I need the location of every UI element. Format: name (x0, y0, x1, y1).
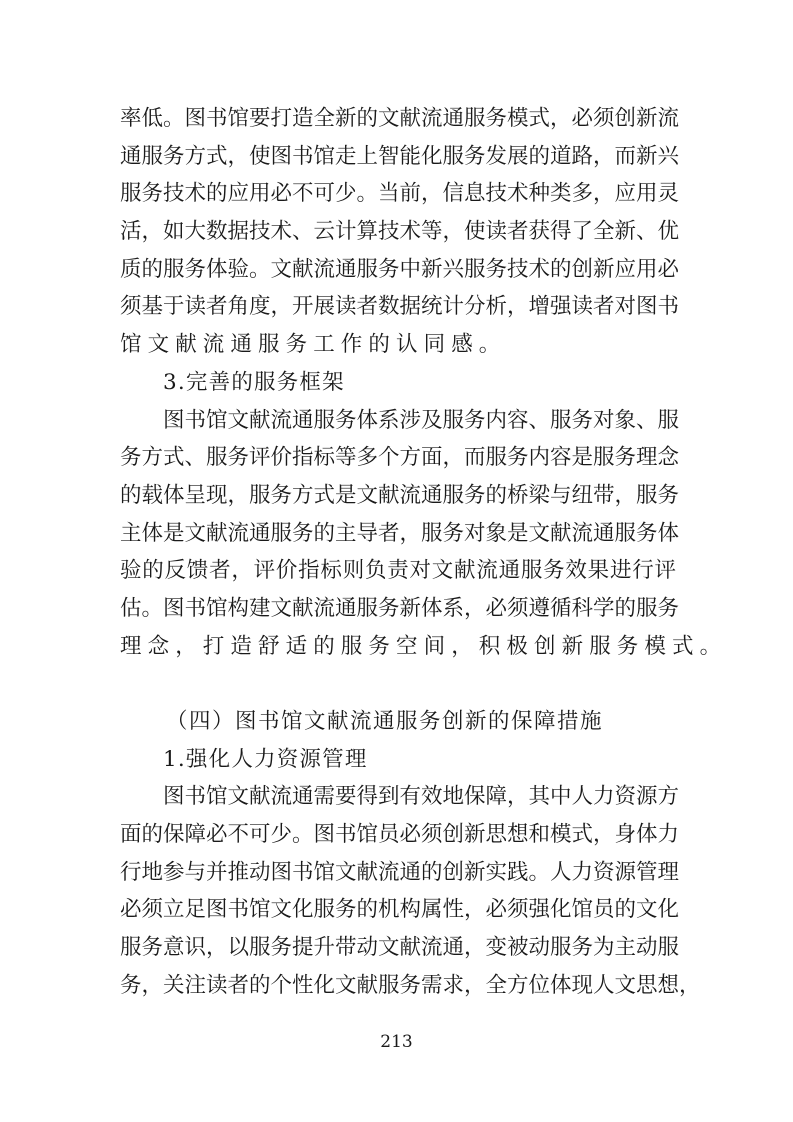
text-line: 估。图书馆构建文献流通服务新体系，必须遵循科学的服务 (120, 595, 680, 621)
section-heading: （四）图书馆文献流通服务创新的保障措施 (166, 709, 604, 734)
page-number: 213 (380, 1032, 413, 1052)
text-line: 服务意识，以服务提升带动文献流通，变被动服务为主动服 (120, 935, 680, 961)
text-line: 须基于读者角度，开展读者数据统计分析，增强读者对图书 (120, 294, 680, 320)
text-line: 率低。图书馆要打造全新的文献流通服务模式，必须创新流 (120, 106, 680, 131)
text-line: 服务技术的应用必不可少。当前，信息技术种类多，应用灵 (120, 181, 680, 207)
text-line: 质的服务体验。文献流通服务中新兴服务技术的创新应用必 (120, 256, 680, 282)
text-line: 主体是文献流通服务的主导者，服务对象是文献流通服务体 (120, 520, 680, 546)
subheading-service-framework: 3.完善的服务框架 (163, 369, 345, 395)
text-line: 活，如大数据技术、云计算技术等，使读者获得了全新、优 (120, 219, 680, 245)
paragraph-technology (120, 100, 680, 364)
text-line: 面的保障必不可少。图书馆员必须创新思想和模式，身体力 (120, 822, 680, 848)
text-line: 务方式、服务评价指标等多个方面，而服务内容是服务理念 (120, 445, 680, 471)
text-line: 的载体呈现，服务方式是文献流通服务的桥梁与纽带，服务 (120, 482, 680, 508)
subheading-human-resources: 1.强化人力资源管理 (163, 746, 368, 772)
text-line: 必须立足图书馆文化服务的机构属性，必须强化馆员的文化 (120, 897, 680, 923)
text-line: 行地参与并推动图书馆文献流通的创新实践。人力资源管理 (120, 859, 680, 885)
paragraph-human-resources (120, 778, 701, 1004)
text-line: 馆文献流通服务工作的认同感。 (120, 332, 507, 358)
text-line: 通服务方式，使图书馆走上智能化服务发展的道路，而新兴 (120, 143, 680, 169)
text-line: 图书馆文献流通服务体系涉及服务内容、服务对象、服 (163, 407, 680, 433)
text-line: 验的反馈者，评价指标则负责对文献流通服务效果进行评 (120, 558, 676, 584)
blank-line (120, 665, 676, 703)
text-line: 务，关注读者的个性化文献服务需求，全方位体现人文思想， (120, 972, 701, 998)
paragraph-service-framework (120, 402, 728, 666)
document-page (120, 100, 728, 1005)
text-line: 理念，打造舒适的服务空间，积极创新服务模式。 (120, 633, 728, 659)
text-line: 图书馆文献流通需要得到有效地保障，其中人力资源方 (163, 784, 680, 810)
